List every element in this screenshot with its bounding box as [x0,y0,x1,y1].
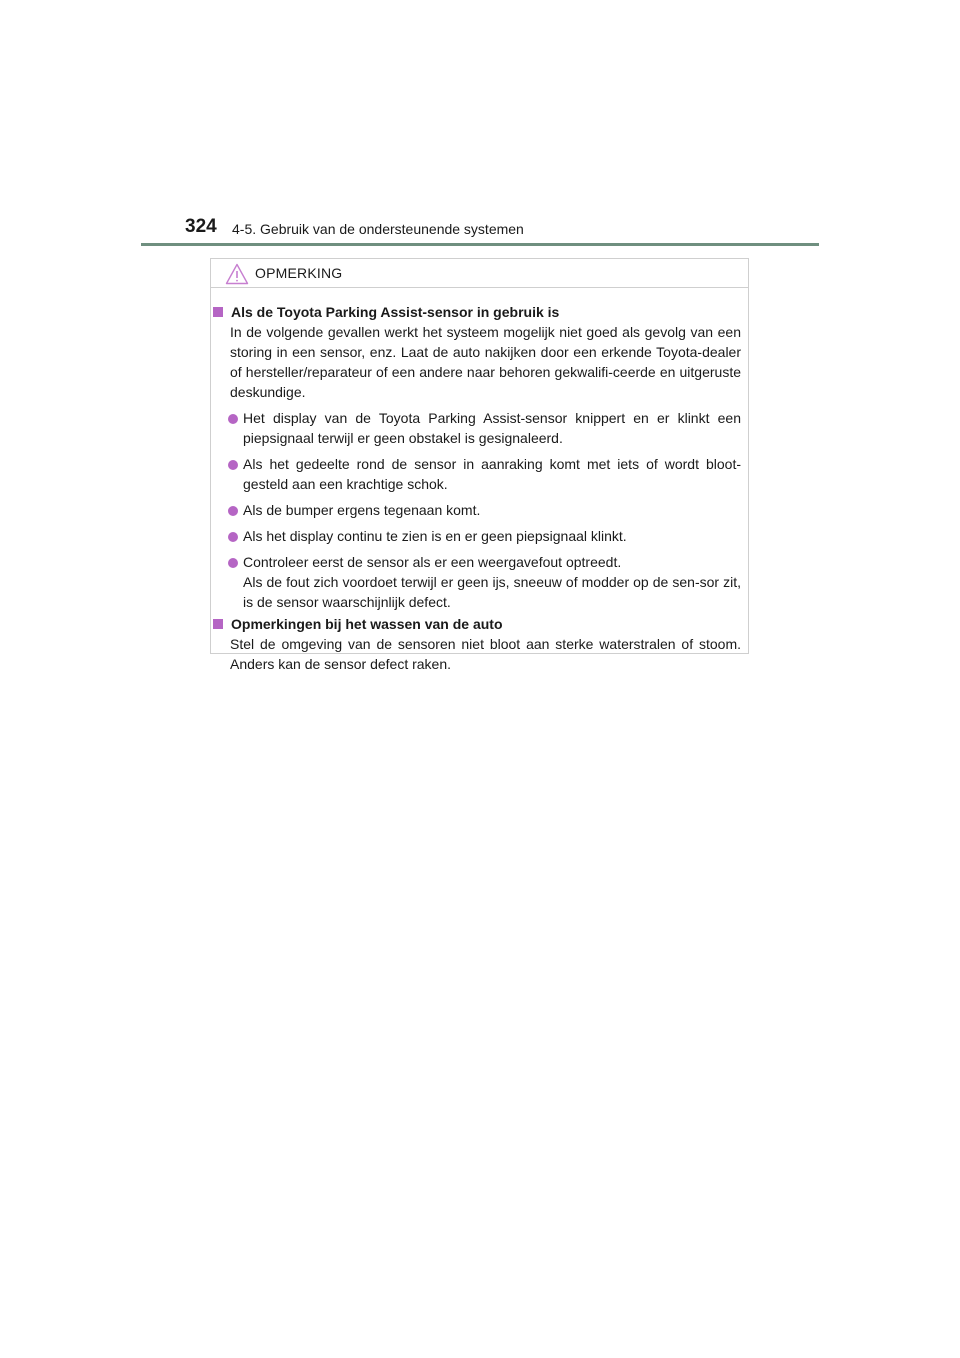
circle-bullet-icon [228,414,238,424]
list-item [211,408,748,448]
list-item-text: Controleer eerst de sensor als er een weergavefout optreedt. [243,554,622,570]
notice-title: OPMERKING [255,265,343,281]
list-item [211,552,748,612]
list-item-text: Als het display continu te zien is en er geen piepsignaal klinkt. [243,528,627,544]
warning-triangle-icon [225,263,249,285]
notice-header [211,259,748,288]
list-item-text: Het display van de Toyota Parking Assist-sensor knippert en er klinkt een piepsignaal terwijl er geen obstakel is gesignaleerd. [243,410,741,446]
list-item-text: Als de bumper ergens tegenaan komt. [243,502,481,518]
circle-bullet-icon [228,558,238,568]
section-paragraph: Stel de omgeving van de sensoren niet bloot aan sterke waterstralen of stoom. Anders kan de sensor defect raken. [230,636,741,672]
circle-bullet-icon [228,460,238,470]
section-heading [213,302,748,322]
circle-bullet-icon [228,506,238,516]
section-heading [213,614,748,634]
notice-content [211,302,748,674]
section-heading-text: Als de Toyota Parking Assist-sensor in gebruik is [231,304,560,320]
list-item-text: Als de fout zich voordoet terwijl er geen ijs, sneeuw of modder op de sen-sor zit, is de sensor waarschijnlijk defect. [243,574,741,610]
list-item [211,500,748,520]
square-bullet-icon [213,307,223,317]
header-divider [141,243,819,246]
page-number: 324 [185,216,217,237]
square-bullet-icon [213,619,223,629]
circle-bullet-icon [228,532,238,542]
section-title: 4-5. Gebruik van de ondersteunende systemen [232,221,524,237]
section-paragraph: In de volgende gevallen werkt het systeem mogelijk niet goed als gevolg van een storing in een sensor, enz. Laat de auto nakijken door een erkende Toyota-dealer of hersteller/reparateur of een andere naar behoren gekwalifi-ceerde en uitgeruste deskundige. [230,324,741,400]
section-heading-text: Opmerkingen bij het wassen van de auto [231,616,503,632]
notice-box [210,258,749,672]
list-item [211,526,748,546]
list-item-text: Als het gedeelte rond de sensor in aanraking komt met iets of wordt bloot-gesteld aan een krachtige schok. [243,456,741,492]
list-item [211,454,748,494]
